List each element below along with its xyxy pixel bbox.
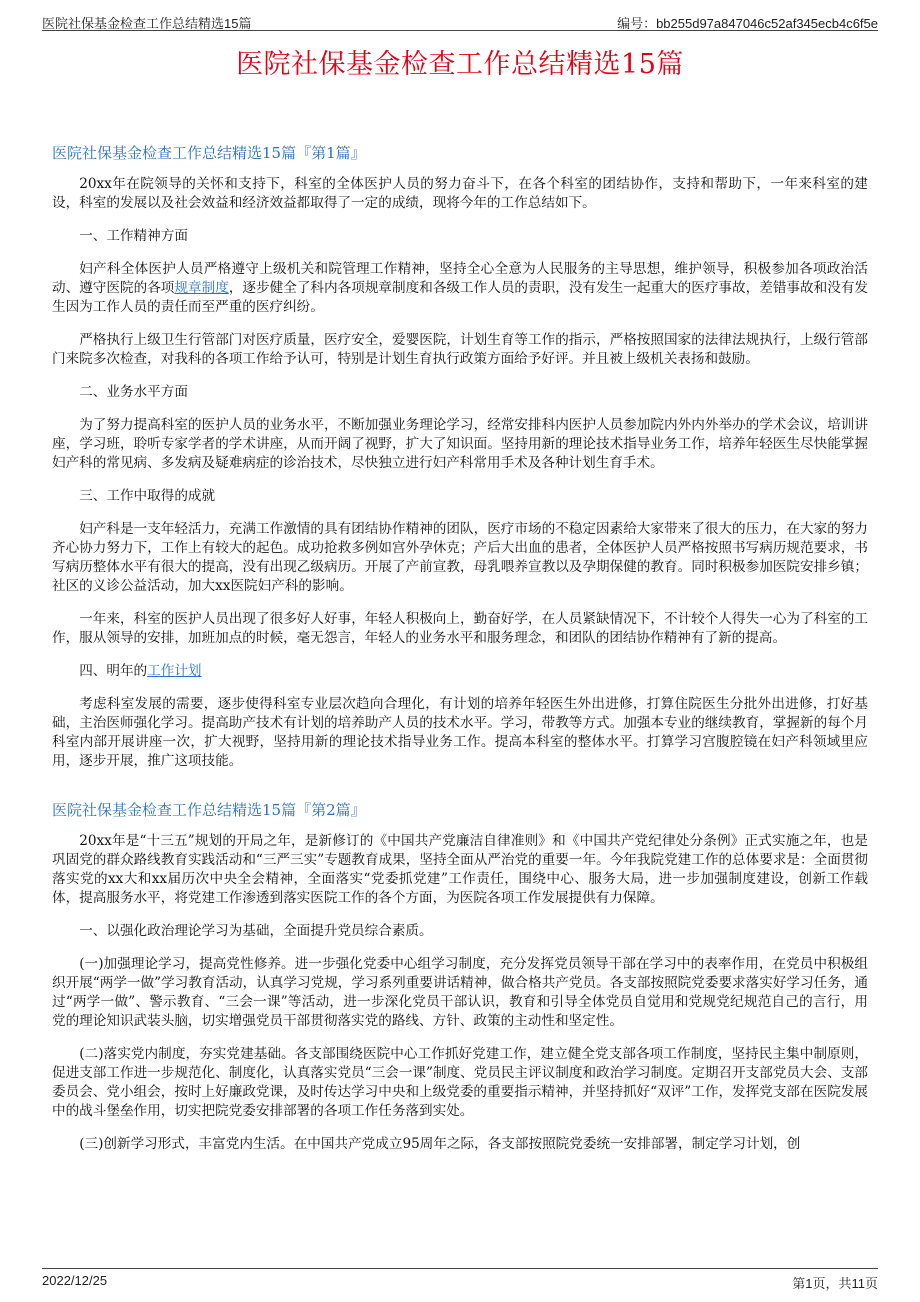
paragraph-text: 妇产科全体医护人员严格遵守上级机关和院管理工作精神，坚持全心全意为人民服务的主导思想，维护领导，积极参加各项政治活动、遵守医院的各项 — [52, 261, 868, 296]
subheading: 一、以强化政治理论学习为基础，全面提升党员综合素质。 — [79, 923, 433, 939]
paragraph — [52, 260, 868, 317]
page-footer — [42, 1268, 878, 1291]
subheading — [52, 662, 868, 681]
paragraph: (三)创新学习形式，丰富党内生活。在中国共产党成立95周年之际，各支部按照院党委统一安排部署，制定学习计划，创 — [79, 1136, 801, 1152]
paragraph: (一)加强理论学习，提高党性修养。进一步强化党委中心组学习制度，充分发挥党员领导干部在学习中的表率作用，在党员中积极组织开展“两学一做”学习教育活动，认真学习党规，学习系列重要讲话精神，做合格共产党员。各支部按照院党委要求落实好学习任务，通过“两学一做”、警示教育、“三会一课”等活动，进一步深化党员干部认识，教育和引导全体党员自觉用和党规党纪规范自己的言行，用党的理论知识武装头脑，切实增强党员干部贯彻落实党的路线、方针、政策的主动性和坚定性。 — [52, 956, 868, 1029]
document-body — [52, 144, 868, 1168]
header-doc-id: 编号：bb255d97a847046c52af345ecb4c6f5e — [617, 16, 878, 31]
paragraph: (二)落实党内制度，夯实党建基础。各支部围绕医院中心工作抓好党建工作，建立健全党支部各项工作制度，坚持民主集中制原则，促进支部工作进一步规范化、制度化，认真落实党员“三会一课”制度、党员民主评议制度和政治学习制度。定期召开支部党员大会、支部委员会、党小组会，按时上好廉政党课，及时传达学习中央和上级党委的重要指示精神，并坚持抓好“双评”工作，发挥党支部在医院发展中的战斗堡垒作用，切实把院党委安排部署的各项工作任务落到实处。 — [52, 1046, 868, 1119]
paragraph: 妇产科是一支年轻活力，充满工作激情的具有团结协作精神的团队，医疗市场的不稳定因素给大家带来了很大的压力，在大家的努力齐心协力努力下，工作上有较大的起色。成功抢救多例如宫外孕休克；产后大出血的患者，全体医护人员严格按照书写病历规范要求，书写病历整体水平有很大的提高，没有出现乙级病历。开展了产前宣教，母乳喂养宣教以及孕期保健的教育。同时积极参加医院安排乡镇；社区的义诊公益活动，加大xx医院妇产科的影响。 — [52, 521, 868, 594]
paragraph: 严格执行上级卫生行管部门对医疗质量，医疗安全，爱婴医院，计划生育等工作的指示，严格按照国家的法律法规执行，上级行管部门来院多次检查，对我科的各项工作给予认可，特别是计划生育执行政策方面给予好评。并且被上级机关表扬和鼓励。 — [52, 332, 868, 367]
paragraph: 考虑科室发展的需要，逐步使得科室专业层次趋向合理化，有计划的培养年轻医生外出进修，打算住院医生分批外出进修，打好基础，主治医师强化学习。提高助产技术有计划的培养助产人员的技术水平。学习，带教等方式。加强本专业的继续教育，掌握新的每个月科室内部开展讲座一次，扩大视野，坚持用新的理论技术指导业务工作。提高本科室的整体水平。打算学习宫腹腔镜在妇产科领域里应用，逐步开展，推广这项技能。 — [52, 696, 868, 769]
footer-date: 2022/12/25 — [42, 1273, 108, 1288]
subheading: 二、业务水平方面 — [79, 384, 188, 400]
paragraph-text: ，逐步健全了科内各项规章制度和各级工作人员的责职，没有发生一起重大的医疗事故，差错事故和没有发生因为工作人员的责任而至严重的医疗纠纷。 — [52, 280, 869, 315]
paragraph: 20xx年是“十三五”规划的开局之年，是新修订的《中国共产党廉洁自律准则》和《中国共产党纪律处分条例》正式实施之年，也是巩固党的群众路线教育实践活动和“三严三实”专题教育成果，坚持全面从严治党的重要一年。今年我院党建工作的总体要求是：全面贯彻落实党的xx大和xx届历次中央全会精神，全面落实“党委抓党建”工作责任，围绕中心、服务大局，进一步加强制度建设，创新工作载体，提高服务水平，将党建工作渗透到落实医院工作的各个方面，为医院各项工作发展提供有力保障。 — [52, 833, 868, 906]
section-1-title: 医院社保基金检查工作总结精选15篇『第1篇』 — [52, 144, 366, 162]
paragraph: 为了努力提高科室的医护人员的业务水平，不断加强业务理论学习，经常安排科内医护人员参加院内外内外举办的学术会议，培训讲座，学习班，聆听专家学者的学术讲座，从而开阔了视野，扩大了知识面。坚持用新的理论技术指导业务工作，培养年轻医生尽快能掌握妇产科的常见病、多发病及疑难病症的诊治技术，尽快独立进行妇产科常用手术及各种计划生育手术。 — [52, 417, 868, 471]
document-title: 医院社保基金检查工作总结精选15篇 — [236, 49, 684, 80]
page-header — [42, 8, 878, 31]
link-work-plan[interactable]: 工作计划 — [147, 663, 202, 679]
paragraph: 20xx年在院领导的关怀和支持下，科室的全体医护人员的努力奋斗下，在各个科室的团结协作，支持和帮助下，一年来科室的建设，科室的发展以及社会效益和经济效益都取得了一定的成绩，现将今年的工作总结如下。 — [52, 176, 868, 211]
subheading: 三、工作中取得的成就 — [79, 488, 216, 504]
subheading-text: 四、明年的 — [79, 663, 148, 679]
section-2-title: 医院社保基金检查工作总结精选15篇『第2篇』 — [52, 801, 366, 819]
header-doc-name: 医院社保基金检查工作总结精选15篇 — [42, 16, 252, 31]
link-regulations[interactable]: 规章制度 — [174, 280, 229, 296]
subheading: 一、工作精神方面 — [79, 228, 188, 244]
paragraph: 一年来，科室的医护人员出现了很多好人好事，年轻人积极向上，勤奋好学，在人员紧缺情况下，不计较个人得失一心为了科室的工作，服从领导的安排，加班加点的时候，毫无怨言，年轻人的业务水平和服务理念，和团队的团结协作精神有了新的提高。 — [52, 611, 868, 646]
footer-page-number: 第1页，共11页 — [792, 1276, 878, 1291]
